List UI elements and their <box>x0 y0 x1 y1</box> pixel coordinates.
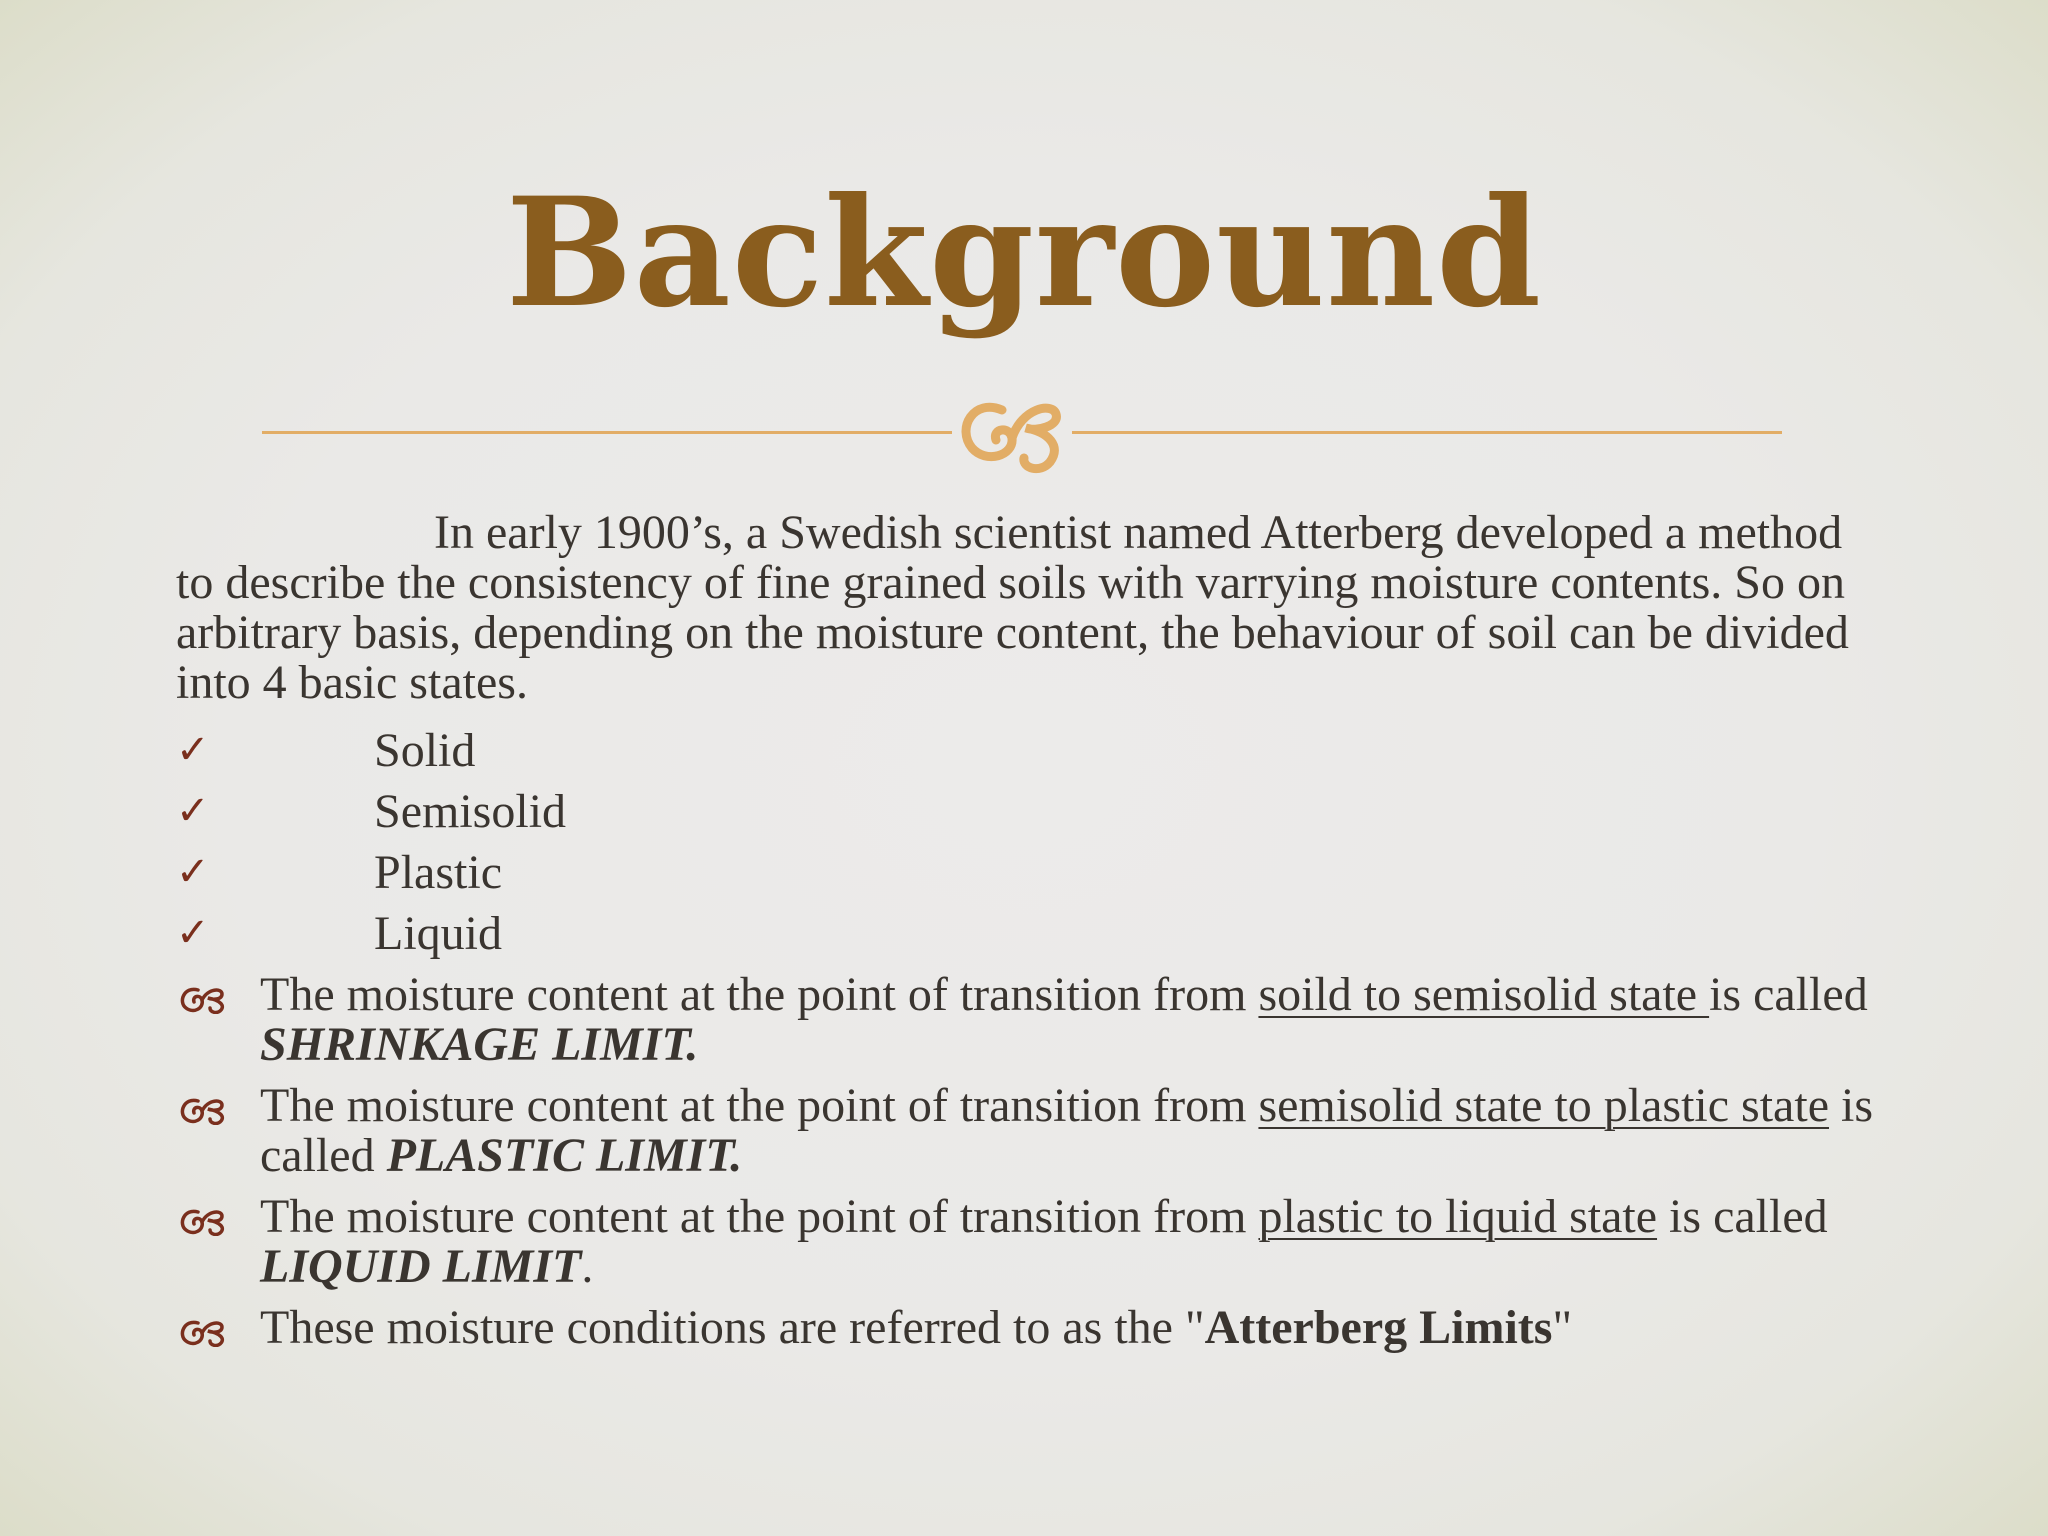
limit-text: is called <box>1657 1190 1828 1243</box>
title-divider <box>262 388 1782 478</box>
transition-phrase: soild to semisolid state <box>1258 968 1710 1021</box>
checkmark-icon: ✓ <box>176 910 210 956</box>
flourish-bullet-icon <box>178 1317 228 1347</box>
closing-text: " <box>1552 1301 1573 1354</box>
list-item <box>176 970 1876 1070</box>
state-label: Liquid <box>374 907 502 960</box>
checkmark-icon: ✓ <box>176 727 210 773</box>
closing-text: These moisture conditions are referred to as the " <box>260 1301 1205 1354</box>
limit-term: PLASTIC LIMIT. <box>386 1129 743 1182</box>
slide-title: Background <box>505 165 1543 341</box>
limit-text: The moisture content at the point of transition from <box>260 1079 1259 1132</box>
state-label: Plastic <box>374 846 502 899</box>
limit-text: is called <box>260 1079 1874 1182</box>
list-item <box>176 1081 1876 1181</box>
state-label: Semisolid <box>374 785 567 838</box>
limit-term: LIQUID LIMIT <box>260 1240 582 1293</box>
transition-phrase: semisolid state to plastic state <box>1258 1079 1829 1132</box>
checkmark-icon: ✓ <box>176 788 210 834</box>
flourish-bullet-icon <box>178 1206 228 1236</box>
flourish-bullet-icon <box>178 984 228 1014</box>
state-label: Solid <box>374 724 476 777</box>
closing-term: Atterberg Limits <box>1204 1301 1553 1354</box>
flourish-bullet-icon <box>178 1095 228 1125</box>
limit-text: is called <box>1709 968 1868 1021</box>
list-item <box>176 1192 1876 1292</box>
limit-text: . <box>581 1240 594 1293</box>
limit-text: The moisture content at the point of transition from <box>260 968 1259 1021</box>
list-item <box>176 781 1876 842</box>
divider-line-right <box>1072 431 1782 434</box>
limit-term: SHRINKAGE LIMIT. <box>260 1018 699 1071</box>
soil-states-list <box>176 720 1876 964</box>
list-item <box>176 842 1876 903</box>
divider-line-left <box>262 431 952 434</box>
list-item <box>176 903 1876 964</box>
flourish-ornament-icon <box>952 388 1072 478</box>
slide-body <box>176 508 1876 1364</box>
list-item <box>176 1303 1876 1353</box>
transition-phrase: plastic to liquid state <box>1258 1190 1658 1243</box>
intro-paragraph: In early 1900’s, a Swedish scientist named Atterberg developed a method to describe the consistency of fine grained soils with varrying moisture contents. So on arbitrary basis, depending on the moisture content, the behaviour of soil can be divided into 4 basic states. <box>176 506 1849 709</box>
list-item <box>176 720 1876 781</box>
checkmark-icon: ✓ <box>176 849 210 895</box>
limits-list <box>176 970 1876 1353</box>
limit-text: The moisture content at the point of transition from <box>260 1190 1259 1243</box>
